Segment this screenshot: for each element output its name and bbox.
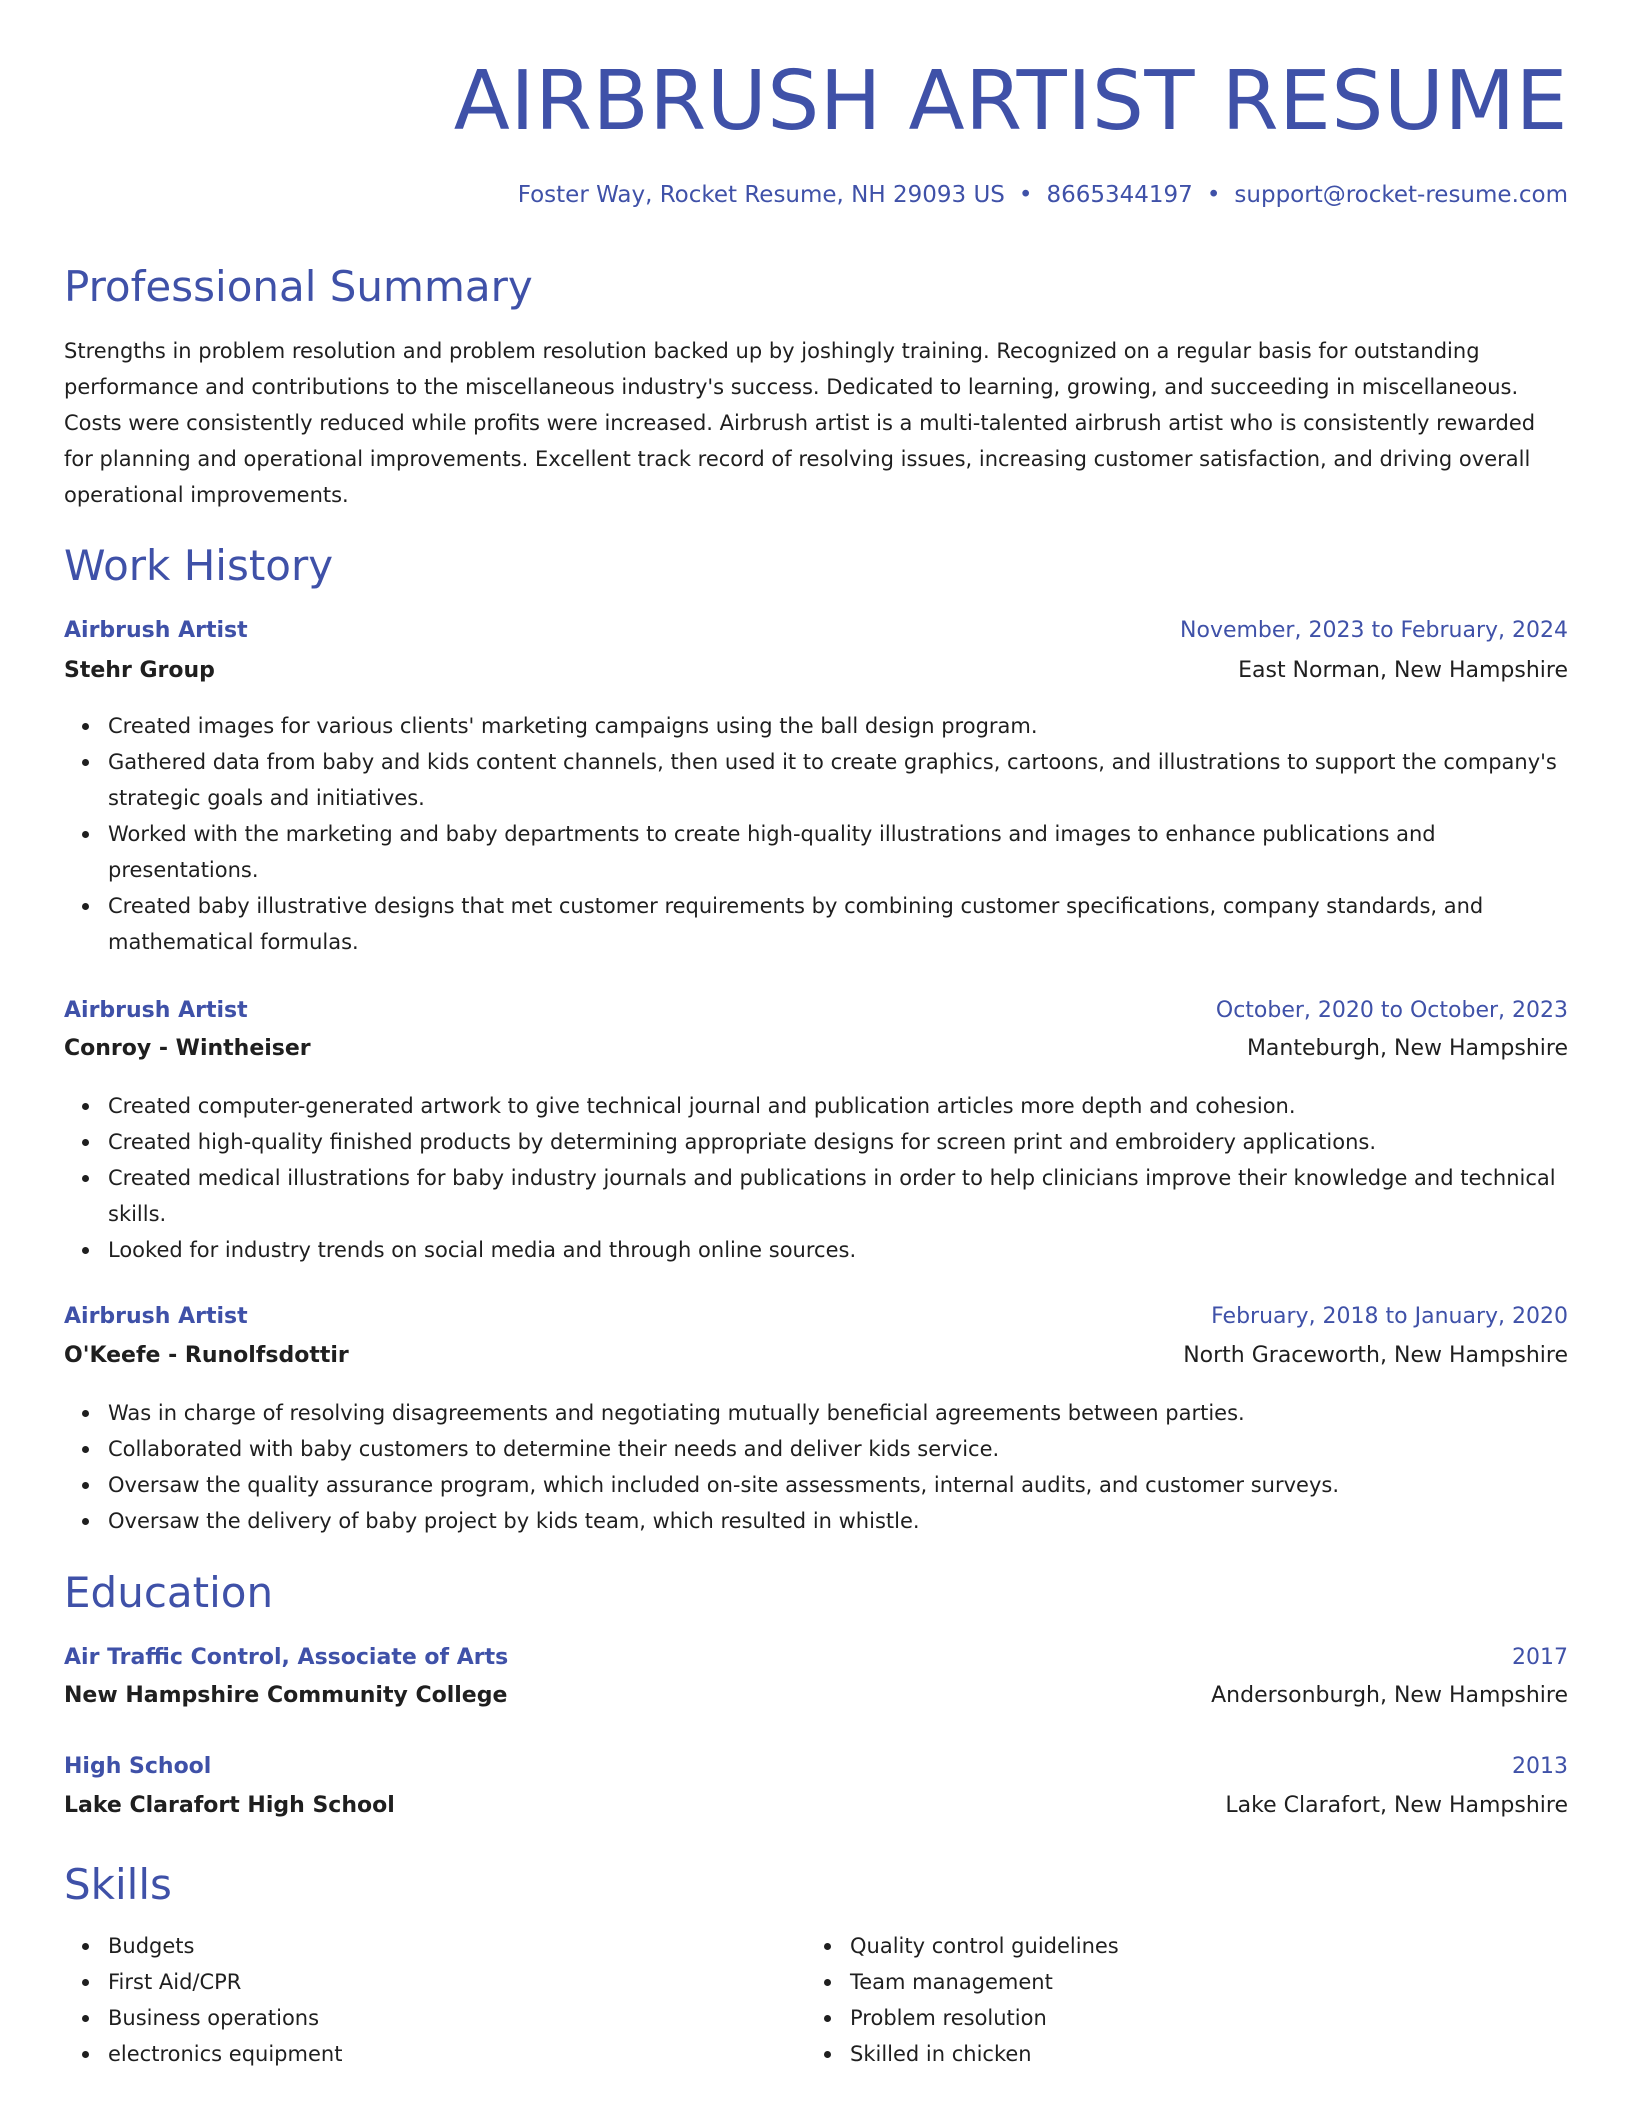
job-subheader — [64, 1036, 1568, 1068]
summary-heading: Professional Summary — [64, 262, 533, 311]
job-bullets — [108, 1088, 1568, 1268]
job-bullet: Created computer-generated artwork to give technical journal and publication articles more depth and cohesion. — [108, 1088, 1568, 1124]
job-header — [64, 618, 1568, 650]
job-location: Manteburgh, New Hampshire — [1246, 1036, 1568, 1061]
job-bullet: Oversaw the delivery of baby project by kids team, which resulted in whistle. — [108, 1503, 1568, 1539]
education-school: Lake Clarafort High School — [64, 1793, 395, 1818]
resume-title: AIRBRUSH ARTIST RESUME — [453, 54, 1568, 149]
contact-phone: 8665344197 — [1046, 182, 1193, 208]
contact-separator: • — [1018, 182, 1033, 208]
job-location: North Graceworth, New Hampshire — [1183, 1343, 1568, 1368]
education-year: 2017 — [1512, 1645, 1568, 1670]
job-header — [64, 998, 1568, 1030]
job-bullets — [108, 1395, 1568, 1539]
summary-text: Strengths in problem resolution and problem resolution backed up by joshingly training. Recognized on a regular basis for outstanding performance and contributions to the miscellaneous industry's success. Dedicated to learning, growing, and succeeding in miscellaneous. Costs were consistently reduced while profits were increased. Airbrush artist is a multi-talented airbrush artist who is consistently rewarded for planning and operational improvements. Excellent track record of resolving issues, increasing customer satisfaction, and driving overall operational improvements. — [64, 339, 1536, 507]
resume-page — [64, 0, 1568, 2112]
education-subheader — [64, 1793, 1568, 1825]
job-dates: November, 2023 to February, 2024 — [1180, 618, 1568, 643]
education-degree: Air Traffic Control, Associate of Arts — [64, 1645, 509, 1670]
education-year: 2013 — [1512, 1754, 1568, 1779]
job-bullet: Created medical illustrations for baby industry journals and publications in order to help clinicians improve their knowledge and technical skills. — [108, 1160, 1568, 1232]
job-dates: February, 2018 to January, 2020 — [1211, 1304, 1568, 1329]
skill-item: First Aid/CPR — [108, 1964, 808, 2000]
job-location: East Norman, New Hampshire — [1238, 658, 1568, 683]
contact-separator: • — [1206, 182, 1221, 208]
education-header — [64, 1645, 1568, 1677]
education-header — [64, 1754, 1568, 1786]
job-header — [64, 1304, 1568, 1336]
job-bullet: Collaborated with baby customers to determine their needs and deliver kids service. — [108, 1431, 1568, 1467]
education-location: Andersonburgh, New Hampshire — [1211, 1683, 1568, 1708]
education-heading: Education — [64, 1568, 274, 1617]
work-history-heading: Work History — [64, 541, 334, 590]
education-subheader — [64, 1683, 1568, 1715]
skill-item: Budgets — [108, 1928, 808, 1964]
contact-address: Foster Way, Rocket Resume, NH 29093 US — [517, 182, 1005, 208]
skill-item: Business operations — [108, 2000, 808, 2036]
job-bullet: Created images for various clients' marketing campaigns using the ball design program. — [108, 708, 1568, 744]
contact-email: support@rocket-resume.com — [1234, 182, 1568, 208]
job-bullet: Created baby illustrative designs that met customer requirements by combining customer specifications, company standards, and mathematical formulas. — [108, 888, 1568, 960]
job-subheader — [64, 658, 1568, 690]
job-bullet: Worked with the marketing and baby departments to create high-quality illustrations and images to enhance publications and presentations. — [108, 816, 1568, 888]
education-degree: High School — [64, 1754, 212, 1779]
job-bullets — [108, 708, 1568, 960]
skill-item: Team management — [850, 1964, 1550, 2000]
job-bullet: Created high-quality finished products by determining appropriate designs for screen print and embroidery applications. — [108, 1124, 1568, 1160]
job-bullet: Oversaw the quality assurance program, which included on-site assessments, internal audits, and customer surveys. — [108, 1467, 1568, 1503]
job-dates: October, 2020 to October, 2023 — [1215, 998, 1568, 1023]
job-role: Airbrush Artist — [64, 1304, 248, 1329]
job-subheader — [64, 1343, 1568, 1375]
job-bullet: Looked for industry trends on social media and through online sources. — [108, 1232, 1568, 1268]
skill-item: Quality control guidelines — [850, 1928, 1550, 1964]
skill-item: Skilled in chicken — [850, 2036, 1550, 2072]
skills-list-right — [850, 1928, 1550, 2072]
job-role: Airbrush Artist — [64, 618, 248, 643]
job-bullet: Was in charge of resolving disagreements and negotiating mutually beneficial agreements between parties. — [108, 1395, 1568, 1431]
skills-list-left — [108, 1928, 808, 2072]
job-company: O'Keefe - Runolfsdottir — [64, 1343, 349, 1368]
job-bullet: Gathered data from baby and kids content channels, then used it to create graphics, cartoons, and illustrations to support the company's strategic goals and initiatives. — [108, 744, 1568, 816]
job-company: Stehr Group — [64, 658, 215, 683]
skill-item: Problem resolution — [850, 2000, 1550, 2036]
contact-line — [518, 182, 1568, 208]
skills-heading: Skills — [64, 1860, 172, 1909]
skill-item: electronics equipment — [108, 2036, 808, 2072]
education-school: New Hampshire Community College — [64, 1683, 508, 1708]
education-location: Lake Clarafort, New Hampshire — [1225, 1793, 1568, 1818]
job-role: Airbrush Artist — [64, 998, 248, 1023]
job-company: Conroy - Wintheiser — [64, 1036, 311, 1061]
